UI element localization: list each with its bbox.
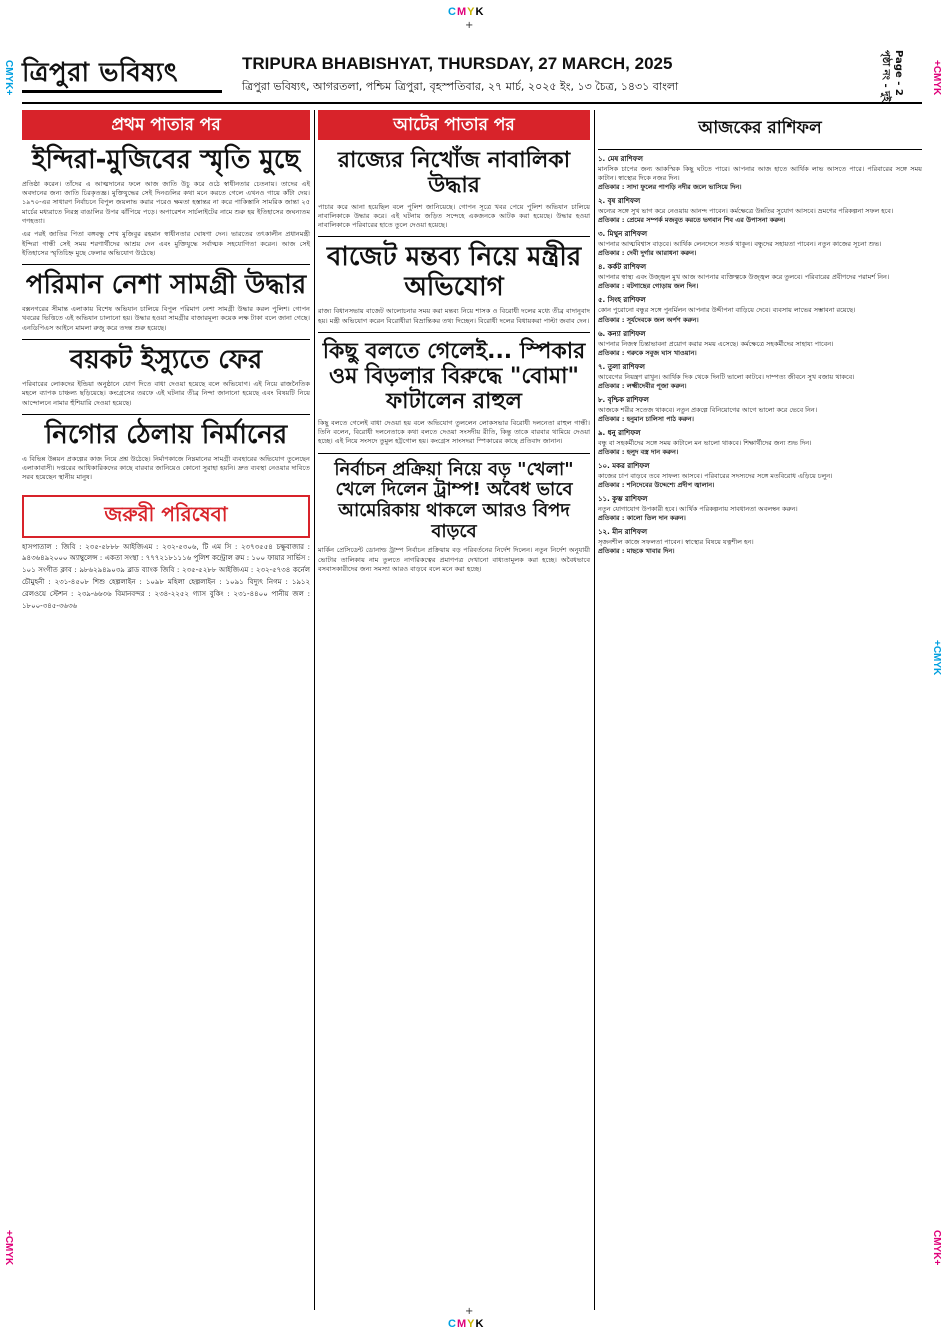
page-number: Page - 2 পৃষ্ঠা নং - দুই — [880, 50, 904, 102]
horoscope-text: সৃজনশীল কাজে সফলতা পাবেন। স্বাস্থ্যের বিষয়ে যত্নশীল হন। — [598, 538, 754, 547]
article-body: পরিবারের লোকদের ইন্ডিয়া অনুষ্ঠানে যোগ দিতে বাধা দেওয়া হয়েছে বলে অভিযোগ। এই নিয়ে রাজনৈতিক মহলে ব্যাপক চাঞ্চল্য ছড়িয়েছে। কংগ্রেসের তরফে এই ঘটনার তীব্র নিন্দা জানানো হয়েছে এবং বিষয়টি নিয়ে আন্দোলনে নামার হুঁশিয়ারি দেওয়া হয়েছে। — [22, 379, 310, 407]
horoscope-remedy: প্রতিকার : কালো তিল দান করুন। — [598, 514, 686, 523]
horoscope-remedy: প্রতিকার : গরুকে সবুজ ঘাস খাওয়ান। — [598, 348, 697, 357]
column-divider — [314, 110, 315, 1310]
horoscope-sign-name: ২. বৃষ রাশিফল — [598, 197, 641, 206]
horoscope-remedy: প্রতিকার : শনিদেবের উদ্দেশ্যে প্রদীপ জ্বালান। — [598, 481, 715, 490]
headline-budget-remark[interactable]: বাজেট মন্তব্য নিয়ে মন্ত্রীর অভিযোগ — [326, 242, 582, 303]
left-column — [22, 110, 310, 612]
article-body: এর পরই জাতির পিতা বঙ্গবন্ধু শেখ মুজিবুর রহমান স্বাধীনতার ঘোষণা দেন। ভারতের তৎকালীন প্রধানমন্ত্রী ইন্দিরা গান্ধী সেই সময় শরণার্থীদের আশ্রয় দেন এবং মুক্তিযুদ্ধে সর্বাত্মক সহযোগিতা করেন। আজ সেই ইতিহাসের স্মৃতিচিহ্ন মুছে ফেলার অভিযোগ উঠেছে। — [22, 230, 310, 257]
horoscope-entry — [598, 261, 922, 291]
horoscope-entry — [598, 328, 922, 358]
section-banner-eighth-page: আটের পাতার পর — [318, 110, 590, 140]
divider — [22, 414, 310, 415]
article-body: বক্সনগরের সীমান্ত এলাকায় বিশেষ অভিযান চালিয়ে বিপুল পরিমাণ নেশা সামগ্রী উদ্ধার করল পুলিশ। গোপন খবরের ভিত্তিতে এই অভিযান চালানো হয়। উদ্ধার হওয়া সামগ্রীর বাজারমূল্য কয়েক লক্ষ টাকা বলে জানা গেছে। এনডিপিএস আইনে মামলা রুজু করে তদন্ত শুরু হয়েছে। — [22, 305, 310, 332]
horoscope-sign-name: ৪. কর্কট রাশিফল — [598, 263, 647, 272]
masthead-subtitle: ত্রিপুরা ভবিষ্যৎ, আগরতলা, পশ্চিম ত্রিপুরা, বৃহস্পতিবার, ২৭ মার্চ, ২০২৫ ইং, ১৩ চৈত্র, ১৪৩১ বাংলা — [242, 80, 679, 93]
horoscope-remedy: প্রতিকার : হনুমান চালিসা পাঠ করুন। — [598, 414, 694, 423]
headline-indira-mujib[interactable]: ইন্দিরা-মুজিবের স্মৃতি মুছে — [31, 145, 301, 175]
divider — [318, 332, 590, 333]
horoscope-text: আবেগের নিয়ন্ত্রণ রাখুন। আর্থিক দিক থেকে দিনটি ভালো কাটবে। দাম্পত্য জীবনে সুখ বজায় থাকবে। — [598, 372, 855, 381]
horoscope-remedy: প্রতিকার : সাদা ফুলের পাপড়ি নদীর জলে ভাসিয়ে দিন। — [598, 183, 742, 192]
right-column — [598, 110, 922, 556]
horoscope-entry — [598, 460, 922, 490]
cmyk-mark-top: CMYK — [448, 6, 485, 18]
horoscope-entry — [598, 228, 922, 258]
horoscope-sign-name: ৯. ধনু রাশিফল — [598, 428, 641, 437]
horoscope-entry — [598, 195, 922, 225]
cmyk-side-right-mid: +CMYK — [931, 640, 942, 676]
horoscope-text: আপনার নিজস্ব চিন্তাভাবনা প্রয়োগ করার সময় এসেছে। কর্মক্ষেত্রে সহকর্মীদের সাহায্য পাবেন। — [598, 339, 834, 348]
horoscope-sign-name: ৭. তুলা রাশিফল — [598, 362, 645, 371]
horoscope-sign-name: ১০. মকর রাশিফল — [598, 461, 650, 470]
horoscope-text: কোন পুরোনো বন্ধুর সঙ্গে পুনর্মিলন আপনার উদ্দীপনা বাড়িয়ে দেবে। ব্যবসায় লাভের সম্ভাবনা রয়েছে। — [598, 306, 856, 315]
headline-missing-minor[interactable]: রাজ্যের নিখোঁজ নাবালিকা উদ্ধার — [337, 148, 571, 199]
headline-trump-election[interactable]: নির্বাচন প্রক্রিয়া নিয়ে বড় "খেলা" খেলে দিলেন ট্রাম্প! অবৈধ ভাবে আমেরিকায় থাকলে আরও বিপদ বাড়বে — [334, 458, 574, 542]
horoscope-text: আপনার আত্মবিশ্বাস বাড়বে। আর্থিক লেনদেনে সতর্ক থাকুন। বন্ধুদের সহায়তা পাবেন। নতুন কাজের সূচনা শুভ। — [598, 240, 882, 249]
article-body: মার্কিন প্রেসিডেন্ট ডোনাল্ড ট্রাম্প নির্বাচন প্রক্রিয়ায় বড় পরিবর্তনের নির্দেশ দিলেন। নতুন নির্দেশ অনুযায়ী ভোটার তালিকায় নাম তুলতে নাগরিকত্বের প্রমাণপত্র দেখানো বাধ্যতামূলক করা হচ্ছে। অবৈধভাবে বসবাসকারীদের জন্য সমস্যা আরও বাড়বে বলে মনে করা হচ্ছে। — [318, 546, 590, 573]
headline-rahul-speaker[interactable]: কিছু বলতে গেলেই... স্পিকার ওম বিড়লার বিরুদ্ধে "বোমা" ফাটালেন রাহুল — [322, 338, 586, 415]
horoscope-sign-name: ৬. কন্যা রাশিফল — [598, 329, 646, 338]
horoscope-list — [598, 153, 922, 556]
cmyk-side-right-bottom: CMYK+ — [931, 1230, 942, 1266]
horoscope-remedy: প্রতিকার : লক্ষ্মীদেবীর পূজা করুন। — [598, 381, 687, 390]
divider — [22, 264, 310, 265]
headline-construction[interactable]: নিগোর ঠেলায় নির্মানের — [44, 419, 288, 450]
horoscope-text: আজকে শরীর সতেজ থাকবে। নতুন প্রকল্পে বিনিয়োগের আগে ভালো করে ভেবে নিন। — [598, 405, 818, 414]
horoscope-sign-name: ১২. মীন রাশিফল — [598, 528, 648, 537]
horoscope-remedy: প্রতিকার : মাছকে খাবার দিন। — [598, 547, 675, 556]
article-body: রাজ্য বিধানসভায় বাজেট আলোচনার সময় করা মন্তব্য নিয়ে শাসক ও বিরোধী দলের মধ্যে তীব্র বাদানুবাদ হয়। মন্ত্রী অভিযোগ করেন বিরোধীরা বিভ্রান্তিকর তথ্য দিচ্ছেন। বিরোধী দলের বিধায়করা পাল্টা জবাব দেন। — [318, 307, 590, 325]
horoscope-text: মানসিক চাপের জন্য আকস্মিক কিছু ঘটতে পারে। আপনার আজ হাতে আর্থিক লাভ আসতে পারে। পরিবারের সঙ্গে সময় কাটান। স্বাস্থ্যের দিকে নজর দিন। — [598, 165, 922, 183]
horoscope-entry — [598, 361, 922, 391]
column-divider — [594, 110, 595, 1310]
essential-services-list: হাসপাতাল : জিবি : ২৩৫-৫৮৮৮ আইজিএম : ২৩২-৫৩০৬, টি এম সি : ২৩৭৩৫৫৪ চক্ষুবাজার : ৯৪৩৬৪৯২০০০ অ্যাম্বুলেন্স : একতা সংস্থা : ৭৭৭২১৮১১১৬ পুলিশ কন্ট্রোল রুম : ১০০ ফায়ার সার্ভিস : ১০১ সংগীত ক্লাব : ৯৮৬২৯৪৯০৩৯ ব্লাড ব্যাংক জিবি : ২৩৫-৫২৮৮ আইজিএম : ২৩২-৫৭৩৪ কর্নেল চৌমুহনী : ২৩১-৪৫০৮ শিশু হেল্পলাইন : ১০৯৮ মহিলা হেল্পলাইন : ১০৯১ বিদ্যুৎ নিগম : ১৯১২ রেলওয়ে স্টেশন : ২৩৯-৬৬৩৬ বিমানবন্দর : ২৩৪-২২৫২ গ্যাস বুকিং : ২৩১-৪৪০০ পানীয় জল : ১৮০০-৩৪৫-৩৬৩৬ — [22, 542, 310, 610]
newspaper-page — [18, 40, 928, 1310]
horoscope-sign-name: ৮. বৃশ্চিক রাশিফল — [598, 395, 649, 404]
section-banner-first-page: প্রথম পাতার পর — [22, 110, 310, 140]
horoscope-text: আপনার স্বাস্থ্য এবং উজ্জ্বল মুখ আজ আপনার ব্যক্তিত্বকে উজ্জ্বল করে তুলবে। পরিবারের প্রবীণদের পরামর্শ নিন। — [598, 273, 890, 282]
horoscope-remedy: প্রতিকার : হলুদ বস্ত্র দান করুন। — [598, 447, 679, 456]
horoscope-entry — [598, 493, 922, 523]
cmyk-side-left-top: CMYK+ — [3, 60, 14, 96]
horoscope-remedy: প্রতিকার : প্রেমের সম্পর্ক মজবুত করতে ভগবান শিব এর উপাসনা করুন। — [598, 216, 786, 225]
cmyk-side-left-bottom: +CMYK — [3, 1230, 14, 1266]
divider — [318, 236, 590, 237]
horoscope-sign-name: ১. মেষ রাশিফল — [598, 155, 644, 163]
horoscope-text: কাজের চাপ বাড়বে তবে সাফল্য আসবে। পরিবারের সদস্যদের সঙ্গে মতবিরোধ এড়িয়ে চলুন। — [598, 471, 833, 480]
horoscope-text: বন্ধু বা সহকর্মীদের সঙ্গে সময় কাটালে মন ভালো থাকবে। শিক্ষার্থীদের জন্য শুভ দিন। — [598, 438, 812, 447]
headline-boycott[interactable]: বয়কট ইস্যুতে ফের — [69, 345, 263, 376]
horoscope-entry — [598, 153, 922, 192]
masthead — [22, 46, 922, 104]
horoscope-remedy: প্রতিকার : সূর্যদেবকে জল অর্পণ করুন। — [598, 315, 699, 324]
masthead-title: TRIPURA BHABISHYAT, THURSDAY, 27 MARCH, 2025 — [242, 54, 673, 73]
horoscope-entry — [598, 526, 922, 556]
horoscope-entry — [598, 294, 922, 324]
horoscope-text: অন্যের সঙ্গে সুখ ভাগ করে নেওয়ায় আনন্দ পাবেন। কর্মক্ষেত্রে উন্নতির সুযোগ আসবে। ভ্রমণের পরিকল্পনা সফল হবে। — [598, 207, 894, 216]
horoscope-sign-name: ১১. কুম্ভ রাশিফল — [598, 495, 648, 504]
divider — [22, 339, 310, 340]
brand-underline — [22, 90, 222, 93]
horoscope-remedy: প্রতিকার : দেবী দুর্গার আরাধনা করুন। — [598, 249, 697, 258]
horoscope-title: আজকের রাশিফল — [598, 110, 922, 150]
article-body: কিছু বলতে গেলেই বাধা দেওয়া হয় বলে অভিযোগ তুললেন লোকসভার বিরোধী দলনেতা রাহুল গান্ধী। তিনি বলেন, বিরোধী দলনেতাকে কথা বলতে দেওয়া সংসদীয় রীতি, কিন্তু তাকে বারবার থামিয়ে দেওয়া হচ্ছে। এই নিয়ে সংসদে তুমুল হট্টগোল হয়। কংগ্রেস সাংসদরা স্পিকারের কাছে প্রতিবাদ জানান। — [318, 418, 590, 446]
crosshair-bottom-icon: + — [465, 1306, 474, 1317]
cmyk-mark-bottom: CMYK — [448, 1318, 485, 1330]
article-body: এ বিভিন্ন উন্নয়ন প্রকল্পের কাজ নিয়ে প্রশ্ন উঠেছে। নির্মাণকাজে নিম্নমানের সামগ্রী ব্যবহারের অভিযোগ তুলেছেন এলাকাবাসী। দপ্তরের আধিকারিকদের কাছে বারবার জানিয়েও কোনো সুরাহা হয়নি। দ্রুত ব্যবস্থা নেওয়ার দাবিতে সরব হয়েছেন স্থানীয় মানুষ। — [22, 454, 310, 482]
horoscope-entry — [598, 427, 922, 457]
middle-column — [318, 110, 590, 574]
cmyk-side-right-top: +CMYK — [931, 60, 942, 96]
horoscope-entry — [598, 394, 922, 424]
horoscope-text: নতুন যোগাযোগ উপকারী হবে। আর্থিক পরিকল্পনায় সাবধানতা অবলম্বন করুন। — [598, 505, 798, 514]
article-body: পাচার করে আনা হয়েছিল বলে পুলিশ জানিয়েছে। গোপন সূত্রে খবর পেয়ে পুলিশ অভিযান চালিয়ে নাবালিকাকে উদ্ধার করে। এই ঘটনায় জড়িত সন্দেহে একজনকে আটক করা হয়েছে। উদ্ধার হওয়া নাবালিকাকে পরিবারের হাতে তুলে দেওয়া হয়েছে। — [318, 202, 590, 230]
essential-services-title: জরুরী পরিষেবা — [22, 495, 310, 538]
horoscope-sign-name: ৫. সিংহ রাশিফল — [598, 296, 646, 305]
crosshair-top-icon: + — [465, 20, 474, 31]
article-body: প্রতিষ্ঠা করেন। তাঁদের এ আত্মদানের ফলে আজ জাতি উচু করে ওঠে স্বাধীনতার চেতনায়। তাদের এই অবদানের জন্য জাতি চিরকৃতজ্ঞ। মুক্তিযুদ্ধের সেই দিনগুলির কথা মনে করতে গেলে এখনও গায়ে কাঁটা দেয়। ১৯৭০-এর সাধারণ নির্বাচনে বিপুল জয়লাভ করার পরেও ক্ষমতা হস্তান্তর না করে পাকিস্তানি সামরিক জান্তা ২৫ মার্চের মধ্যরাতে নিরস্ত্র বাঙালির উপর ঝাঁপিয়ে পড়ে। অপারেশন সার্চলাইটের নামে শুরু হয় ইতিহাসের জঘন্যতম গণহত্যা। — [22, 179, 310, 226]
horoscope-sign-name: ৩. মিথুন রাশিফল — [598, 230, 648, 239]
brand-logo: ত্রিপুরা ভবিষ্যৎ — [22, 58, 179, 88]
headline-drugs-seized[interactable]: পরিমান নেশা সামগ্রী উদ্ধার — [25, 270, 307, 301]
horoscope-remedy: প্রতিকার : বটগাছের গোড়ায় জল দিন। — [598, 282, 699, 291]
divider — [318, 453, 590, 454]
